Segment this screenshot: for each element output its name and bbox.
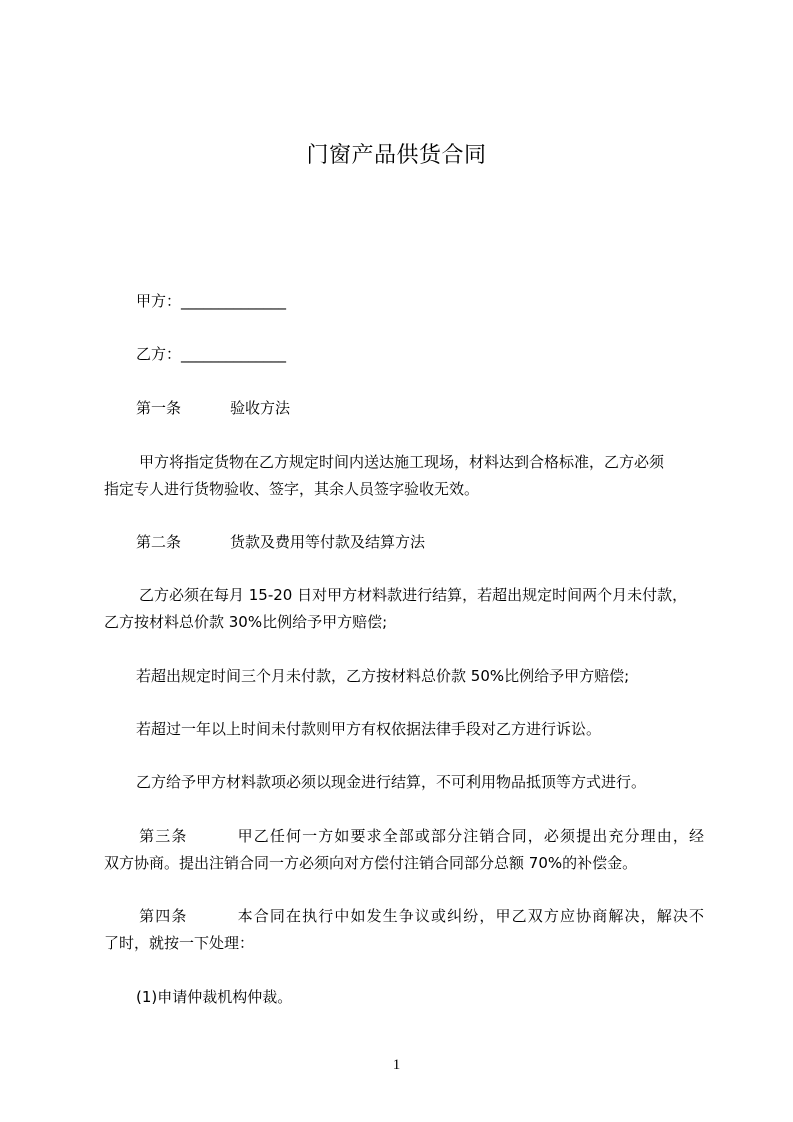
article-4-item-1: (1)申请仲裁机构仲裁。 (136, 988, 293, 1006)
article-3-body-line-2: 双方协商。提出注销合同一方必须向对方偿付注销合同部分总额 70%的补偿金。 (104, 854, 638, 872)
article-2-paragraph-2: 若超出规定时间三个月未付款，乙方按材料总价款 50%比例给予甲方赔偿; (136, 667, 630, 685)
article-1-body-line-2: 指定专人进行货物验收、签字，其余人员签字验收无效。 (104, 480, 480, 498)
article-4-body-line-2: 了时，就按一下处理： (104, 934, 255, 952)
article-4-line-1 (104, 906, 704, 926)
article-2-body-line-1: 乙方必须在每月 15-20 日对甲方材料款进行结算，若超出规定时间两个月未付款， (139, 586, 688, 604)
article-2-paragraph-4: 乙方给予甲方材料款项必须以现金进行结算，不可利用物品抵顶等方式进行。 (136, 773, 647, 791)
party-b-line: 乙方：______________ (136, 345, 287, 363)
article-3-number: 第三条 (138, 827, 188, 845)
article-2-number: 第二条 (136, 533, 182, 551)
article-2-paragraph-3: 若超过一年以上时间未付款则甲方有权依据法律手段对乙方进行诉讼。 (136, 720, 602, 738)
article-4-body-line-1: 本合同在执行中如发生争议或纠纷，甲乙双方应协商解决，解决不 (236, 907, 704, 925)
page-number: 1 (392, 1057, 401, 1073)
document-title: 门窗产品供货合同 (306, 143, 487, 168)
article-3-body-line-1: 甲乙任何一方如要求全部或部分注销合同，必须提出充分理由，经 (236, 827, 704, 845)
article-4-number: 第四条 (138, 907, 188, 925)
article-3-line-1 (104, 826, 704, 846)
article-1-title: 验收方法 (230, 399, 291, 417)
article-2-body-line-2: 乙方按材料总价款 30%比例给予甲方赔偿; (104, 613, 388, 631)
article-1-heading (136, 398, 290, 418)
party-a-line: 甲方：______________ (136, 292, 287, 310)
article-2-heading (136, 532, 425, 552)
article-2-title: 货款及费用等付款及结算方法 (230, 533, 426, 551)
article-1-number: 第一条 (136, 399, 182, 417)
article-1-body-line-1: 甲方将指定货物在乙方规定时间内送达施工现场，材料达到合格标准，乙方必须 (139, 453, 665, 471)
